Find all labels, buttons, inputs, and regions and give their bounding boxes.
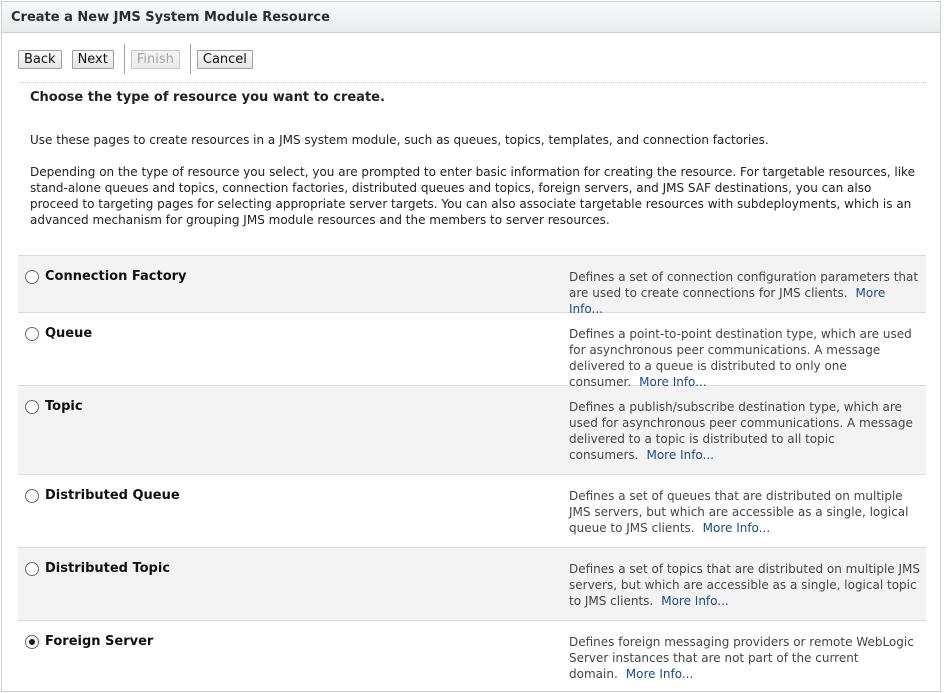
- more-info-link[interactable]: More Info...: [625, 667, 694, 681]
- resource-description: [567, 621, 926, 692]
- instructions: [30, 90, 916, 244]
- intro-text: Use these pages to create resources in a JMS system module, such as queues, topics, templates, and connection factories.: [30, 133, 769, 147]
- back-button[interactable]: Back: [18, 50, 62, 69]
- toolbar-separator: [190, 44, 191, 74]
- resource-row-connection-factory[interactable]: [18, 256, 926, 316]
- resource-description: [567, 256, 926, 316]
- panel-title: Create a New JMS System Module Resource: [11, 9, 330, 25]
- radio-topic[interactable]: [25, 400, 39, 414]
- description-text: Defines foreign messaging providers or remote WebLogic Server instances that are not part of the current domain.: [569, 635, 914, 681]
- details-text: Depending on the type of resource you select, you are prompted to enter basic information for creating the resource. For targetable resources, like stand-alone queues and topics, connection factories, distributed queues and topics, foreign servers, and JMS SAF destinations, you can also proceed to targeting pages for selecting appropriate server targets. You can also associate targetable resources with subdeployments, which is an advanced mechanism for grouping JMS module resources and the members to server resources.: [30, 165, 915, 227]
- more-info-link[interactable]: More Info...: [661, 594, 729, 608]
- wizard-toolbar: [18, 44, 263, 74]
- resource-option: [18, 621, 567, 692]
- module-resource-panel: [1, 1, 941, 692]
- resource-description: [567, 548, 926, 620]
- finish-button: Finish: [131, 50, 180, 69]
- resource-option: [18, 256, 567, 312]
- resource-label: Topic: [45, 399, 83, 414]
- more-info-link[interactable]: More Info...: [569, 286, 886, 316]
- resource-option: [18, 475, 567, 547]
- resource-option: [18, 313, 567, 385]
- description-text: Defines a publish/subscribe destination type, which are used for asynchronous peer communications. A message delivered to a topic is distributed to all topic consumers.: [569, 400, 913, 462]
- more-info-link[interactable]: More Info...: [702, 521, 771, 535]
- resource-option: [18, 386, 567, 474]
- resource-description: [567, 386, 926, 474]
- resource-label: Distributed Queue: [45, 488, 180, 503]
- resource-label: Distributed Topic: [45, 561, 171, 576]
- resource-row-queue[interactable]: [18, 313, 926, 389]
- resource-label: Queue: [45, 326, 93, 341]
- panel-header: [2, 2, 940, 33]
- resource-description: [567, 475, 926, 547]
- resource-row-distributed-topic[interactable]: [18, 548, 926, 621]
- description-text: Defines a set of topics that are distributed on multiple JMS servers, but which are accessible as a single, logical topic to JMS clients.: [569, 562, 921, 608]
- resource-type-table: [18, 255, 926, 692]
- description-text: Defines a set of queues that are distributed on multiple JMS servers, but which are accessible as a single, logical queue to JMS clients.: [569, 489, 909, 535]
- radio-distributed-queue[interactable]: [25, 489, 39, 503]
- more-info-link[interactable]: More Info...: [646, 448, 714, 462]
- next-button[interactable]: Next: [72, 50, 114, 69]
- radio-queue[interactable]: [25, 327, 39, 341]
- radio-foreign-server[interactable]: [25, 635, 39, 649]
- resource-row-foreign-server[interactable]: [18, 621, 926, 692]
- resource-row-topic[interactable]: [18, 386, 926, 475]
- toolbar-separator: [124, 44, 125, 74]
- radio-distributed-topic[interactable]: [25, 562, 39, 576]
- radio-connection-factory[interactable]: [25, 270, 39, 284]
- cancel-button[interactable]: Cancel: [197, 50, 253, 69]
- resource-label: Foreign Server: [45, 634, 154, 649]
- description-text: Defines a set of connection configuration parameters that are used to create connections for JMS clients.: [569, 270, 919, 300]
- resource-option: [18, 548, 567, 620]
- resource-row-distributed-queue[interactable]: [18, 475, 926, 548]
- dotted-divider: [20, 82, 926, 83]
- more-info-link[interactable]: More Info...: [639, 375, 707, 389]
- page-heading: Choose the type of resource you want to create.: [30, 90, 385, 105]
- resource-description: [567, 313, 926, 389]
- resource-label: Connection Factory: [45, 269, 187, 284]
- description-text: Defines a point-to-point destination type, which are used for asynchronous peer communications. A message delivered to a queue is distributed to only one consumer.: [569, 327, 912, 389]
